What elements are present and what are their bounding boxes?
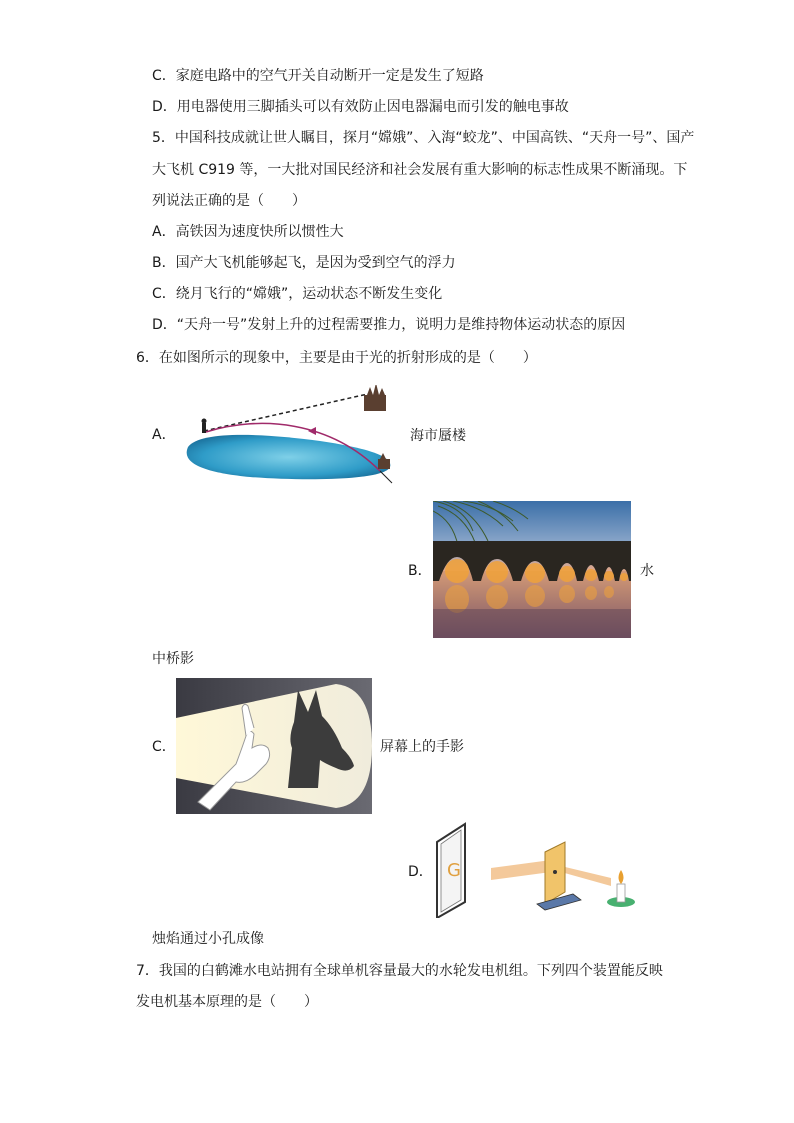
q6-c-letter: C． [152,739,176,755]
mirage-figure [180,385,400,485]
pinhole-camera-figure [433,822,637,918]
q6-c-caption: 屏幕上的手影 [380,739,464,755]
q7-stem-line-2: 发电机基本原理的是（ ） [136,994,318,1010]
q5-stem-line-2: 大飞机 C919 等，一大批对国民经济和社会发展有重大影响的标志性成果不断涌现。下 [152,162,688,178]
q6-b-caption-end: 中桥影 [152,651,194,667]
inverted-flame-image: G [447,860,461,881]
hand-shadow-figure [176,678,372,814]
q5-stem-line-3: 列说法正确的是（ ） [152,193,306,209]
q6-b-caption-start: 水 [640,563,654,579]
q4-option-c: C．家庭电路中的空气开关自动断开一定是发生了短路 [152,68,484,84]
q6-a-caption: 海市蜃楼 [410,428,466,444]
q5-option-b: B．国产大飞机能够起飞，是因为受到空气的浮力 [152,255,456,271]
bridge-deck [433,541,631,547]
q5-option-d: D．“天舟一号”发射上升的过程需要推力，说明力是维持物体运动状态的原因 [152,317,626,333]
ray-to-eye [380,471,392,483]
pinhole-board-icon [537,842,581,910]
q5-option-c: C．绕月飞行的“嫦娥”，运动状态不断发生变化 [152,286,443,302]
castle-image-icon [364,385,386,411]
observer-icon [202,419,207,434]
bridge-reflection-photo [433,501,631,638]
q6-b-letter: B． [408,563,432,579]
q6-d-caption: 烛焰通过小孔成像 [152,931,264,947]
q7-stem-line-1: 7．我国的白鹤滩水电站拥有全球单机容量最大的水轮发电机组。下列四个装置能反映 [136,963,663,979]
q6-stem: 6．在如图所示的现象中，主要是由于光的折射形成的是（ ） [136,350,537,366]
q6-d-letter: D． [408,864,433,880]
candle-icon [607,870,635,907]
q4-option-d: D．用电器使用三脚插头可以有效防止因电器漏电而引发的触电事故 [152,99,569,115]
sea-surface [187,435,391,479]
q5-option-a: A．高铁因为速度快所以惯性大 [152,224,344,240]
q6-a-letter: A． [152,427,176,443]
q5-stem-line-1: 5．中国科技成就让世人瞩目，探月“嫦娥”、入海“蛟龙”、中国高铁、“天舟一号”、国产 [152,130,695,146]
arrow-head [308,427,316,435]
